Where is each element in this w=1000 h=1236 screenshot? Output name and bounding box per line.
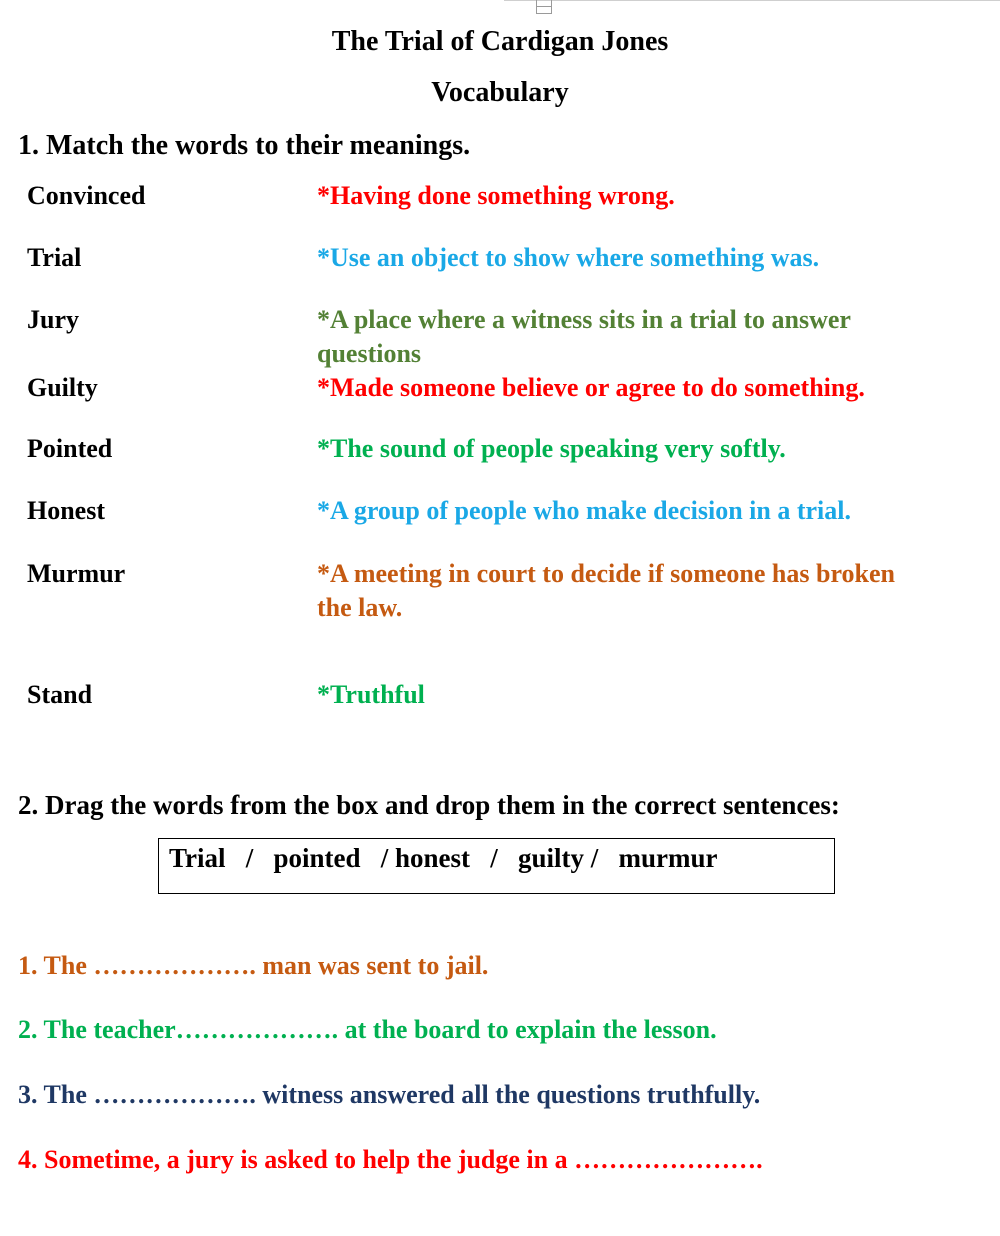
table-move-handle-icon[interactable] bbox=[536, 0, 552, 14]
vocab-word: Stand bbox=[27, 680, 93, 709]
exercise1-instruction: 1. Match the words to their meanings. bbox=[18, 130, 471, 161]
meaning-text: *Truthful bbox=[317, 680, 425, 709]
meaning-text: *The sound of people speaking very softly. bbox=[317, 434, 786, 463]
meaning-text: *Use an object to show where something was. bbox=[317, 243, 820, 272]
document-subtitle: Vocabulary bbox=[431, 77, 569, 108]
vocab-word: Honest bbox=[27, 496, 105, 525]
vocab-word: Trial bbox=[27, 243, 82, 272]
exercise2-instruction: 2. Drag the words from the box and drop them in the correct sentences: bbox=[18, 790, 840, 820]
page-edge-line bbox=[504, 0, 1000, 1]
vocab-word: Jury bbox=[27, 305, 79, 334]
meaning-text: *Having done something wrong. bbox=[317, 181, 675, 210]
word-bank-box[interactable]: Trial / pointed / honest / guilty / murmur bbox=[158, 838, 835, 894]
vocab-word: Convinced bbox=[27, 181, 146, 210]
fill-in-sentence: 3. The ………………. witness answered all the questions truthfully. bbox=[18, 1080, 761, 1109]
fill-in-sentence: 4. Sometime, a jury is asked to help the judge in a …………………. bbox=[18, 1145, 763, 1174]
fill-in-sentence: 2. The teacher………………. at the board to explain the lesson. bbox=[18, 1015, 717, 1044]
meaning-text: *A place where a witness sits in a trial to answer questions bbox=[317, 305, 851, 368]
meaning-text: *Made someone believe or agree to do something. bbox=[317, 373, 865, 402]
meaning-text: *A meeting in court to decide if someone has broken the law. bbox=[317, 559, 895, 622]
fill-in-sentence: 1. The ………………. man was sent to jail. bbox=[18, 951, 489, 980]
vocab-word: Pointed bbox=[27, 434, 113, 463]
vocab-word: Guilty bbox=[27, 373, 98, 402]
meaning-text: *A group of people who make decision in a trial. bbox=[317, 496, 852, 525]
document-title: The Trial of Cardigan Jones bbox=[331, 26, 669, 57]
vocab-word: Murmur bbox=[27, 559, 126, 588]
